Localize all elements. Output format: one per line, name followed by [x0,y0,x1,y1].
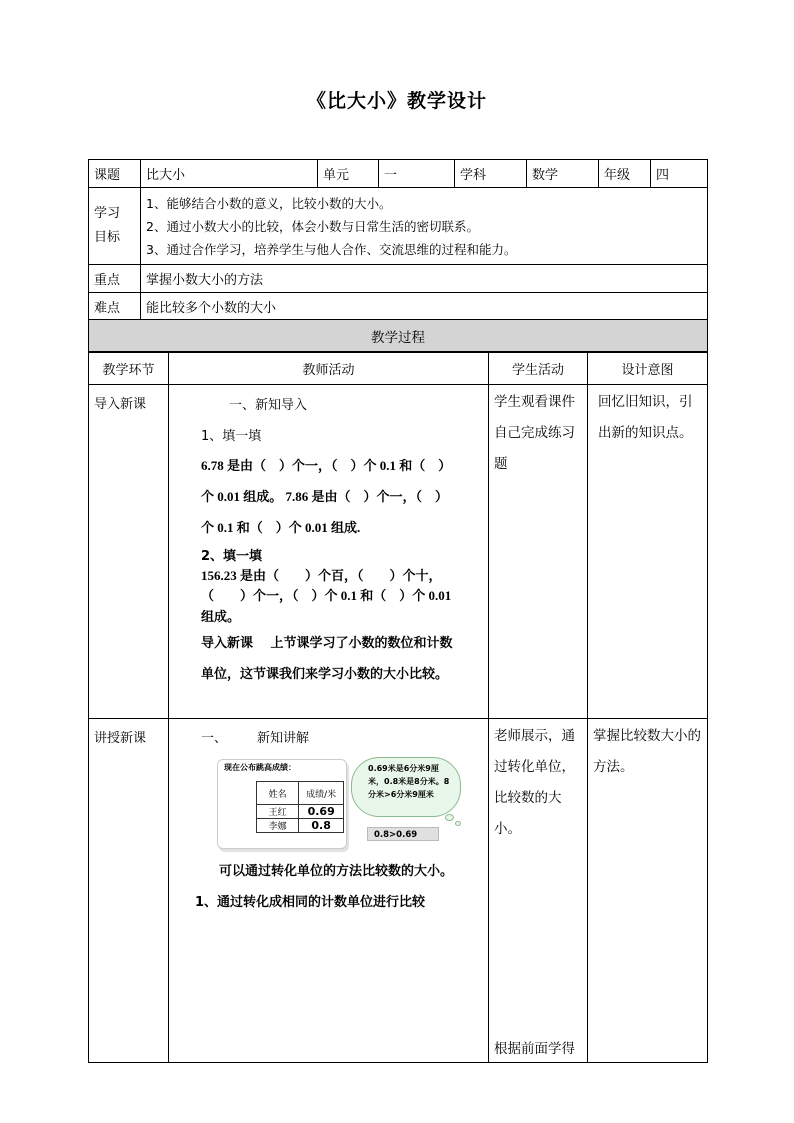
cloud-bubble [455,821,461,826]
board-title: 现在公布跳高成绩： [224,763,296,772]
teacher-activity-teaching [169,719,489,1063]
fill-line: 个 0.01 组成。 7.86 是由（ ）个一，（ ） [201,489,449,504]
point-text: 1、通过转化成相同的计数单位进行比较 [195,895,426,910]
fill-line: 6.78 是由（ ）个一，（ ）个 0.1 和（ ） [201,458,452,473]
design-intent-text: 掌握比较数大小的方法。 [593,728,701,775]
thought-cloud [351,757,461,817]
key-label: 重点 [89,265,141,293]
student-activity-text: 学生观看课件自己完成练习题 [494,394,575,472]
comparison-label: 0.8>0.69 [367,827,439,841]
fill-line: 组成。 [201,609,241,624]
score-value: 0.8 [299,819,344,833]
score-board-image [217,759,347,849]
score-table [256,781,344,833]
score-header-name: 姓名 [257,782,299,805]
column-header-stage: 教学环节 [89,353,169,385]
score-name: 李娜 [257,819,299,833]
section-heading-number: 一、 [201,731,228,746]
intro-text: 导入新课 上节课学习了小数的数位和计数 [201,636,453,651]
method-text: 可以通过转化单位的方法比较数的大小。 [219,864,454,879]
section-heading: 一、新知导入 [229,398,308,413]
score-header-score: 成绩/米 [299,782,344,805]
goals-label-line-2: 目标 [94,230,121,245]
stage-cell [89,385,169,719]
page-title: 《比大小》教学设计 [306,90,487,112]
unit-value: 一 [379,160,455,188]
design-intent-intro [588,385,708,719]
score-name: 王红 [257,805,299,819]
goal-item: 3、通过合作学习，培养学生与他人合作、交流思维的过程和能力。 [146,241,517,257]
difficulty-value: 能比较多个小数的大小 [141,293,708,320]
student-activity-text: 老师展示，通过转化单位，比较数的大小。 [494,728,575,837]
info-table [88,159,708,352]
column-header-intent: 设计意图 [588,353,708,385]
grade-value: 四 [651,160,708,188]
stage-teaching: 讲授新课 [94,731,147,746]
student-activity-intro [489,385,588,719]
stage-intro: 导入新课 [94,397,147,412]
goal-item: 1、能够结合小数的意义，比较小数的大小。 [146,195,392,211]
goal-item: 2、通过小数大小的比较，体会小数与日常生活的密切联系。 [146,218,479,234]
teacher-activity-intro [169,385,489,719]
fill-line: （ ）个一，（ ）个 0.1 和（ ）个 0.01 [201,588,452,603]
section-heading: 新知讲解 [257,731,310,746]
fill-line: 个 0.1 和（ ）个 0.01 组成. [201,520,361,535]
score-value: 0.69 [299,805,344,819]
key-value: 掌握小数大小的方法 [141,265,708,293]
student-activity-text: 根据前面学得 [494,1041,575,1057]
goals-label [89,188,141,265]
subject-value: 数学 [527,160,599,188]
fill-title: 2、填一填 [201,549,263,564]
fill-title: 1、填一填 [201,429,262,444]
design-intent-teaching [588,719,708,1063]
process-table [88,352,708,1063]
course-value: 比大小 [141,160,318,188]
unit-label: 单元 [318,160,379,188]
stage-cell [89,719,169,1063]
fill-line: 156.23 是由（ ）个百，（ ）个十， [201,568,442,583]
difficulty-label: 难点 [89,293,141,320]
goals-label-line-1: 学习 [94,206,121,221]
goals-content [141,188,708,265]
grade-label: 年级 [599,160,651,188]
course-label: 课题 [89,160,141,188]
intro-text: 单位，这节课我们来学习小数的大小比较。 [201,667,449,682]
cloud-text: 0.69米是6分米9厘米，0.8米是8分米。8分米>6分米9厘米 [368,764,450,799]
process-header: 教学过程 [89,320,708,352]
cloud-bubble [445,814,454,821]
subject-label: 学科 [455,160,527,188]
student-activity-teaching [489,719,588,1063]
column-header-teacher: 教师活动 [169,353,489,385]
design-intent-text: 回忆旧知识，引出新的知识点。 [598,394,693,441]
column-header-student: 学生活动 [489,353,588,385]
